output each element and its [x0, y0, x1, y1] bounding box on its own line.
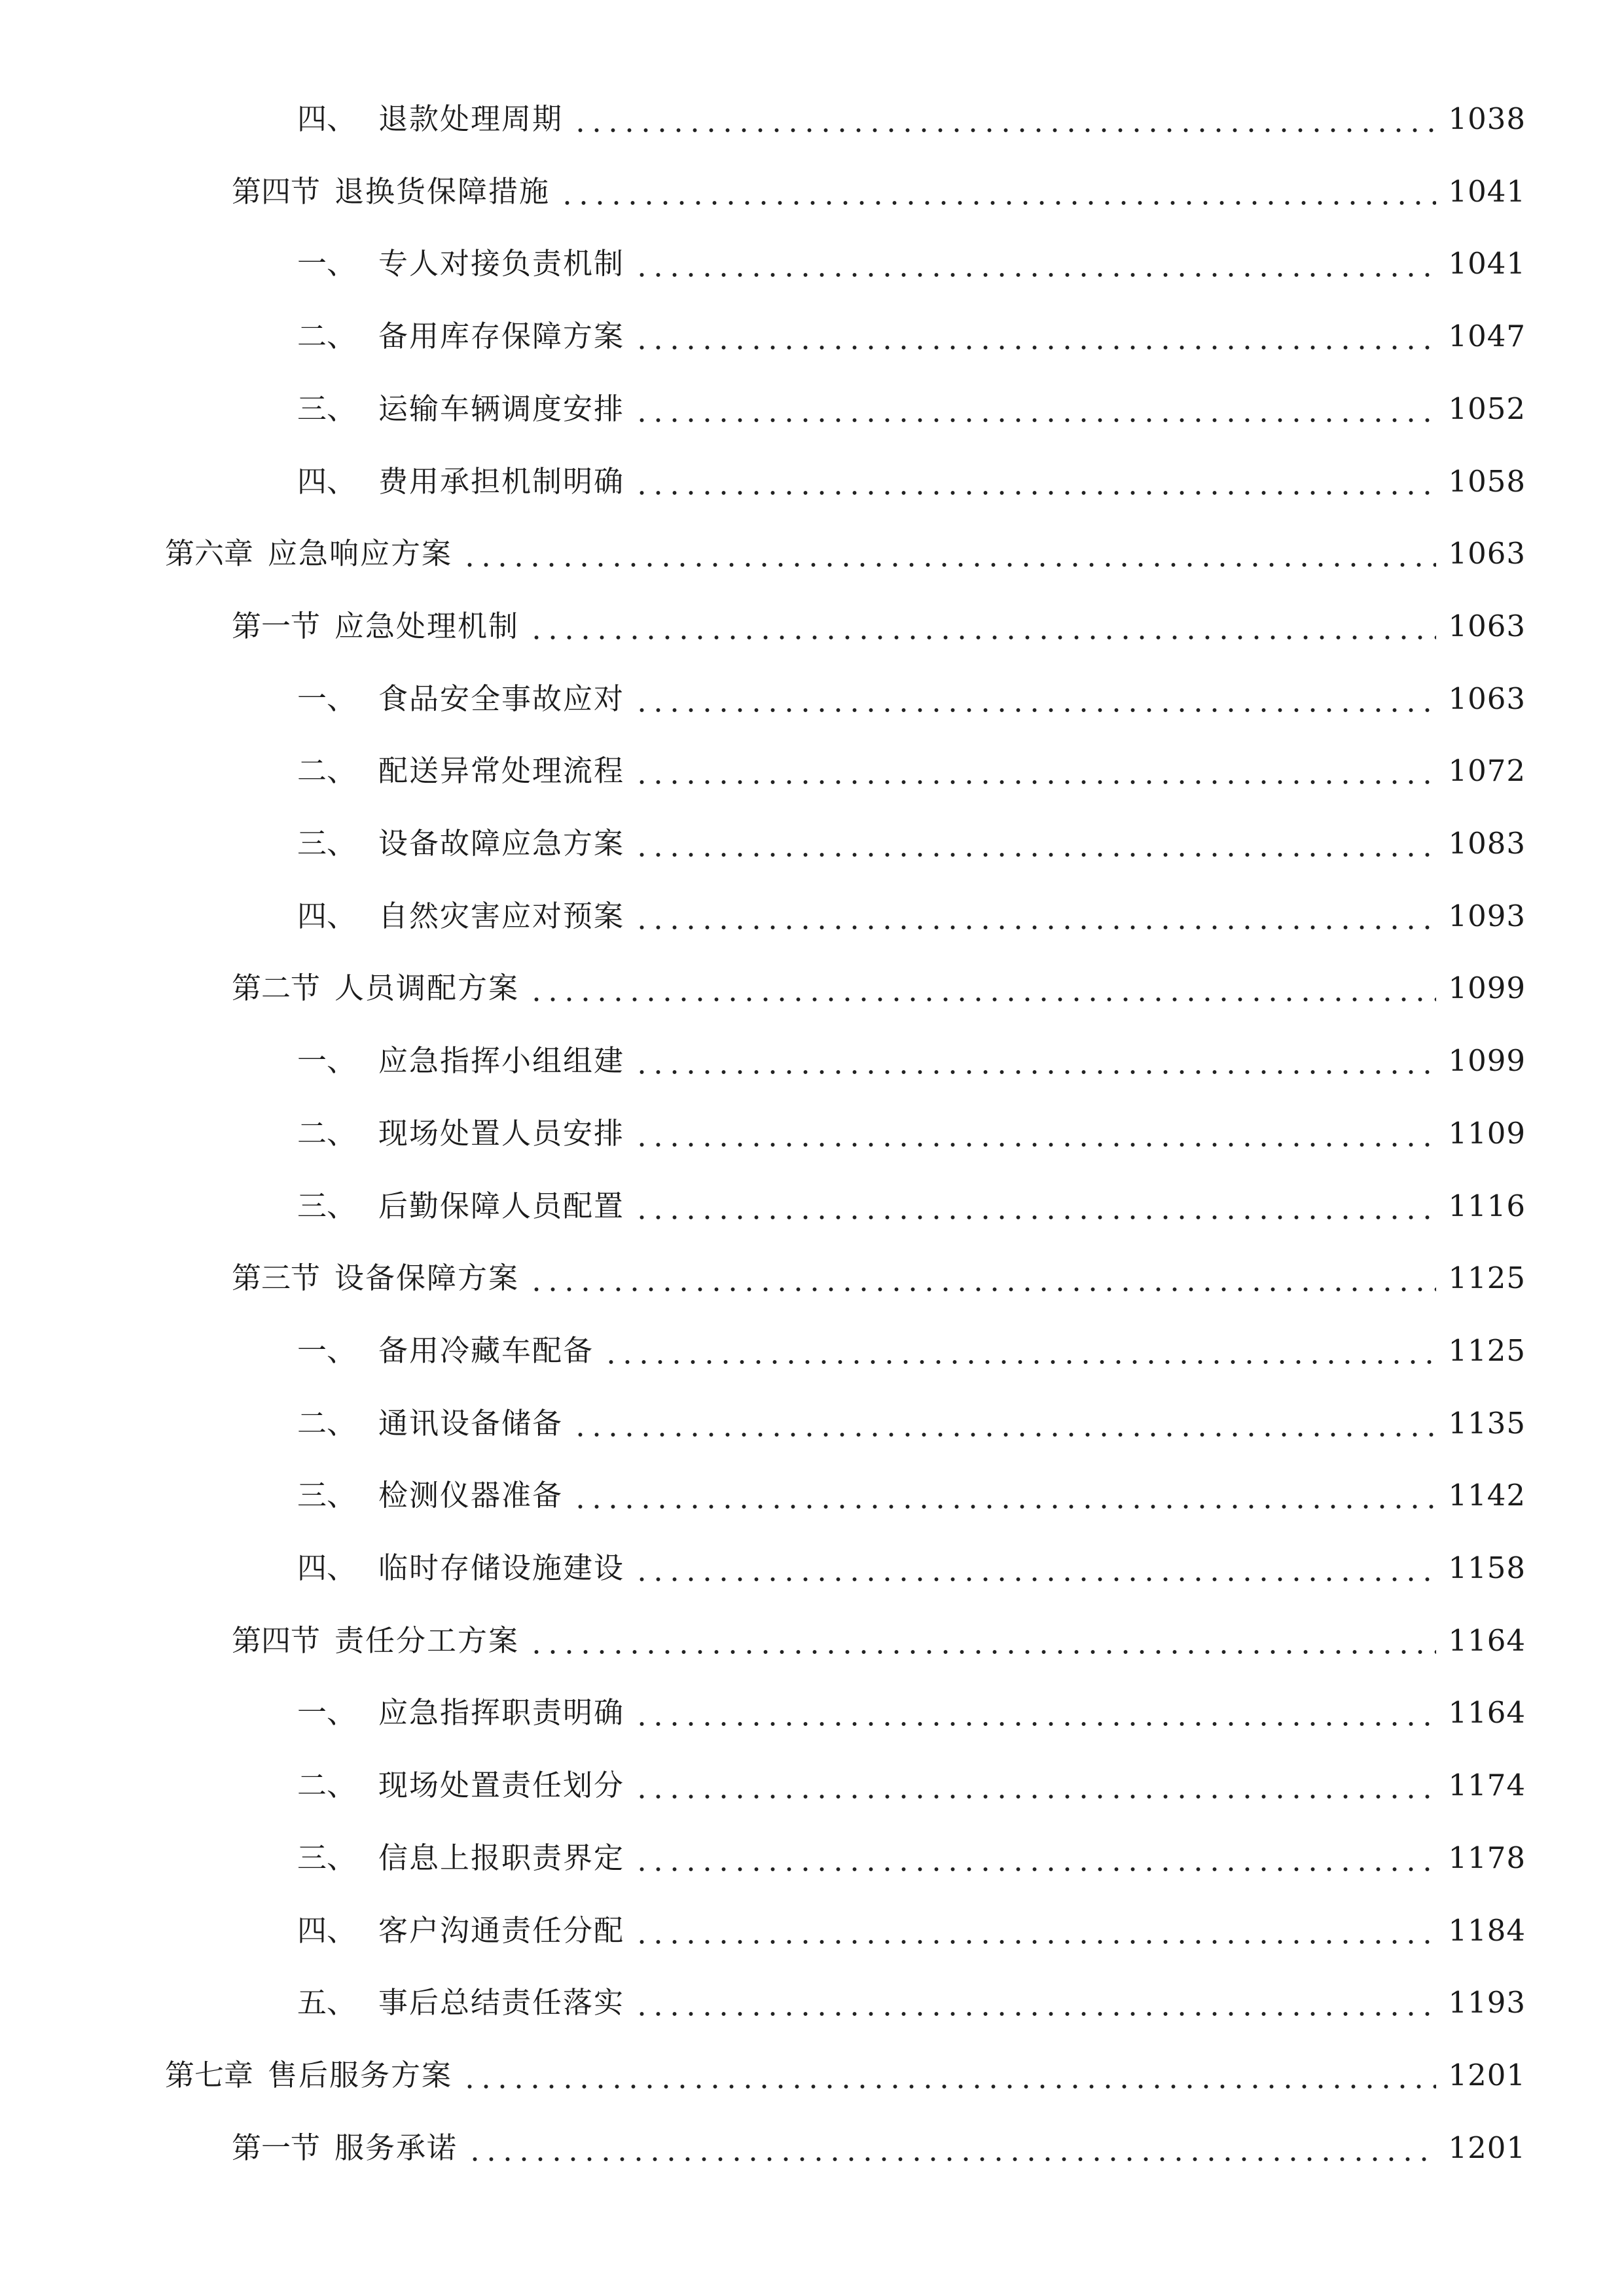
dot-leader: [634, 675, 1436, 723]
toc-entry-title: 退换货保障措施: [334, 174, 550, 209]
toc-entry-page-number: 1063: [1448, 536, 1526, 571]
toc-entry[interactable]: [297, 313, 1526, 360]
toc-entry-title: 服务承诺: [334, 2130, 458, 2165]
toc-entry[interactable]: [165, 530, 1526, 577]
toc-entry-page-number: 1174: [1448, 1768, 1526, 1803]
dot-leader: [461, 2052, 1436, 2099]
dot-leader: [634, 1110, 1436, 1157]
toc-entry-title: 退款处理周期: [378, 101, 564, 136]
toc-entry[interactable]: [232, 603, 1526, 650]
toc-entry-page-number: 1178: [1448, 1840, 1526, 1875]
toc-entry-number: 一、: [297, 681, 357, 716]
toc-entry-page-number: 1047: [1448, 319, 1526, 353]
dot-leader: [634, 747, 1436, 795]
toc-entry-number: 第三节: [232, 1261, 321, 1295]
toc-entry-number: 第一节: [232, 609, 321, 643]
toc-entry-title: 临时存储设施建设: [378, 1551, 625, 1585]
toc-entry[interactable]: [297, 675, 1526, 723]
dot-leader: [634, 1835, 1436, 1882]
toc-entry[interactable]: [232, 1255, 1526, 1302]
toc-entry[interactable]: [297, 1689, 1526, 1736]
dot-leader: [528, 1617, 1436, 1664]
toc-entry-number: 一、: [297, 1695, 357, 1730]
toc-entry-page-number: 1158: [1448, 1551, 1526, 1585]
toc-entry-page-number: 1201: [1448, 2130, 1526, 2165]
toc-entry-number: 二、: [297, 319, 357, 353]
toc-entry-page-number: 1109: [1448, 1116, 1526, 1151]
toc-entry[interactable]: [297, 820, 1526, 867]
dot-leader: [572, 96, 1436, 143]
toc-entry-number: 第二节: [232, 971, 321, 1005]
toc-entry[interactable]: [297, 1472, 1526, 1519]
toc-entry[interactable]: [232, 2125, 1526, 2172]
toc-entry-title: 客户沟通责任分配: [378, 1913, 625, 1948]
toc-entry-title: 设备故障应急方案: [378, 826, 625, 861]
toc-entry-title: 费用承担机制明确: [378, 464, 625, 499]
toc-entry-number: 四、: [297, 1551, 357, 1585]
toc-entry-page-number: 1135: [1448, 1406, 1526, 1441]
toc-entry[interactable]: [297, 1400, 1526, 1447]
toc-entry-page-number: 1116: [1448, 1189, 1526, 1223]
toc-entry-title: 应急处理机制: [334, 609, 520, 643]
toc-entry[interactable]: [297, 96, 1526, 143]
dot-leader: [634, 1037, 1436, 1085]
dot-leader: [634, 386, 1436, 433]
dot-leader: [467, 2125, 1436, 2172]
toc-entry-title: 应急指挥小组组建: [378, 1043, 625, 1078]
toc-entry-page-number: 1125: [1448, 1261, 1526, 1295]
dot-leader: [528, 603, 1436, 650]
toc-entry-title: 专人对接负责机制: [378, 246, 625, 281]
toc-entry-number: 四、: [297, 1913, 357, 1948]
toc-entry-title: 人员调配方案: [334, 971, 520, 1005]
toc-entry[interactable]: [297, 1907, 1526, 1954]
toc-entry[interactable]: [232, 168, 1526, 215]
dot-leader: [572, 1400, 1436, 1447]
toc-entry-page-number: 1164: [1448, 1695, 1526, 1730]
toc-entry-number: 三、: [297, 826, 357, 861]
toc-entry[interactable]: [297, 1183, 1526, 1230]
dot-leader: [634, 1907, 1436, 1954]
toc-entry-number: 一、: [297, 246, 357, 281]
toc-entry-number: 第七章: [165, 2058, 254, 2092]
toc-entry-number: 三、: [297, 1840, 357, 1875]
toc-entry[interactable]: [297, 1979, 1526, 2026]
toc-entry-number: 第四节: [232, 174, 321, 209]
toc-entry-number: 二、: [297, 1406, 357, 1441]
toc-entry-page-number: 1041: [1448, 246, 1526, 281]
toc-entry-number: 第一节: [232, 2130, 321, 2165]
dot-leader: [528, 1255, 1436, 1302]
toc-entry-number: 第六章: [165, 536, 254, 571]
toc-entry-title: 配送异常处理流程: [378, 753, 625, 788]
toc-entry-page-number: 1093: [1448, 899, 1526, 933]
toc-entry-page-number: 1058: [1448, 464, 1526, 499]
toc-entry-title: 现场处置人员安排: [378, 1116, 625, 1151]
toc-entry-page-number: 1063: [1448, 681, 1526, 716]
toc-entry-title: 通讯设备储备: [378, 1406, 564, 1441]
toc-entry-page-number: 1052: [1448, 391, 1526, 426]
toc-entry-number: 一、: [297, 1333, 357, 1368]
dot-leader: [528, 965, 1436, 1012]
toc-entry-title: 运输车辆调度安排: [378, 391, 625, 426]
toc-entry[interactable]: [297, 1327, 1526, 1374]
toc-entry-number: 二、: [297, 1116, 357, 1151]
toc-entry-title: 设备保障方案: [334, 1261, 520, 1295]
toc-entry[interactable]: [232, 965, 1526, 1012]
toc-entry[interactable]: [297, 1835, 1526, 1882]
toc-entry[interactable]: [297, 240, 1526, 287]
toc-entry-title: 责任分工方案: [334, 1623, 520, 1658]
dot-leader: [461, 530, 1436, 577]
toc-entry[interactable]: [165, 2052, 1526, 2099]
toc-entry-title: 备用库存保障方案: [378, 319, 625, 353]
toc-entry[interactable]: [297, 893, 1526, 940]
toc-entry-page-number: 1041: [1448, 174, 1526, 209]
toc-entry[interactable]: [297, 1037, 1526, 1085]
toc-entry-title: 自然灾害应对预案: [378, 899, 625, 933]
toc-entry[interactable]: [297, 386, 1526, 433]
dot-leader: [634, 1545, 1436, 1592]
toc-entry-page-number: 1201: [1448, 2058, 1526, 2092]
toc-entry-number: 二、: [297, 753, 357, 788]
toc-entry[interactable]: [297, 1762, 1526, 1809]
toc-entry-page-number: 1083: [1448, 826, 1526, 861]
toc-entry-page-number: 1072: [1448, 753, 1526, 788]
toc-entry[interactable]: [232, 1617, 1526, 1664]
toc-entry-title: 应急指挥职责明确: [378, 1695, 625, 1730]
toc-entry-page-number: 1193: [1448, 1985, 1526, 2020]
toc-entry-title: 检测仪器准备: [378, 1478, 564, 1513]
dot-leader: [634, 1689, 1436, 1736]
toc-entry-page-number: 1038: [1448, 101, 1526, 136]
dot-leader: [634, 1762, 1436, 1809]
toc-entry-page-number: 1063: [1448, 609, 1526, 643]
toc-entry-title: 食品安全事故应对: [378, 681, 625, 716]
toc-entry[interactable]: [297, 1545, 1526, 1592]
toc-entry-title: 信息上报职责界定: [378, 1840, 625, 1875]
dot-leader: [634, 313, 1436, 360]
dot-leader: [634, 893, 1436, 940]
toc-entry-number: 四、: [297, 101, 357, 136]
toc-entry-title: 备用冷藏车配备: [378, 1333, 594, 1368]
toc-entry-number: 五、: [297, 1985, 357, 2020]
dot-leader: [634, 458, 1436, 505]
toc-entry[interactable]: [297, 458, 1526, 505]
toc-entry-number: 三、: [297, 1478, 357, 1513]
toc-entry-title: 现场处置责任划分: [378, 1768, 625, 1803]
dot-leader: [603, 1327, 1436, 1374]
dot-leader: [559, 168, 1436, 215]
toc-entry-page-number: 1164: [1448, 1623, 1526, 1658]
toc-entry-page-number: 1184: [1448, 1913, 1526, 1948]
toc-entry[interactable]: [297, 1110, 1526, 1157]
toc-entry-page-number: 1125: [1448, 1333, 1526, 1368]
toc-entry-title: 后勤保障人员配置: [378, 1189, 625, 1223]
toc-entry-number: 第四节: [232, 1623, 321, 1658]
dot-leader: [572, 1472, 1436, 1519]
toc-entry-title: 应急响应方案: [268, 536, 453, 571]
toc-entry-number: 一、: [297, 1043, 357, 1078]
toc-entry-number: 三、: [297, 1189, 357, 1223]
toc-entry-number: 四、: [297, 899, 357, 933]
toc-entry-number: 三、: [297, 391, 357, 426]
dot-leader: [634, 820, 1436, 867]
toc-entry-title: 事后总结责任落实: [378, 1985, 625, 2020]
toc-entry-page-number: 1099: [1448, 1043, 1526, 1078]
dot-leader: [634, 240, 1436, 287]
toc-entry-number: 二、: [297, 1768, 357, 1803]
dot-leader: [634, 1979, 1436, 2026]
dot-leader: [634, 1183, 1436, 1230]
toc-entry-page-number: 1142: [1448, 1478, 1526, 1513]
toc-entry[interactable]: [297, 747, 1526, 795]
toc-entry-number: 四、: [297, 464, 357, 499]
toc-entry-page-number: 1099: [1448, 971, 1526, 1005]
toc-entry-title: 售后服务方案: [268, 2058, 453, 2092]
